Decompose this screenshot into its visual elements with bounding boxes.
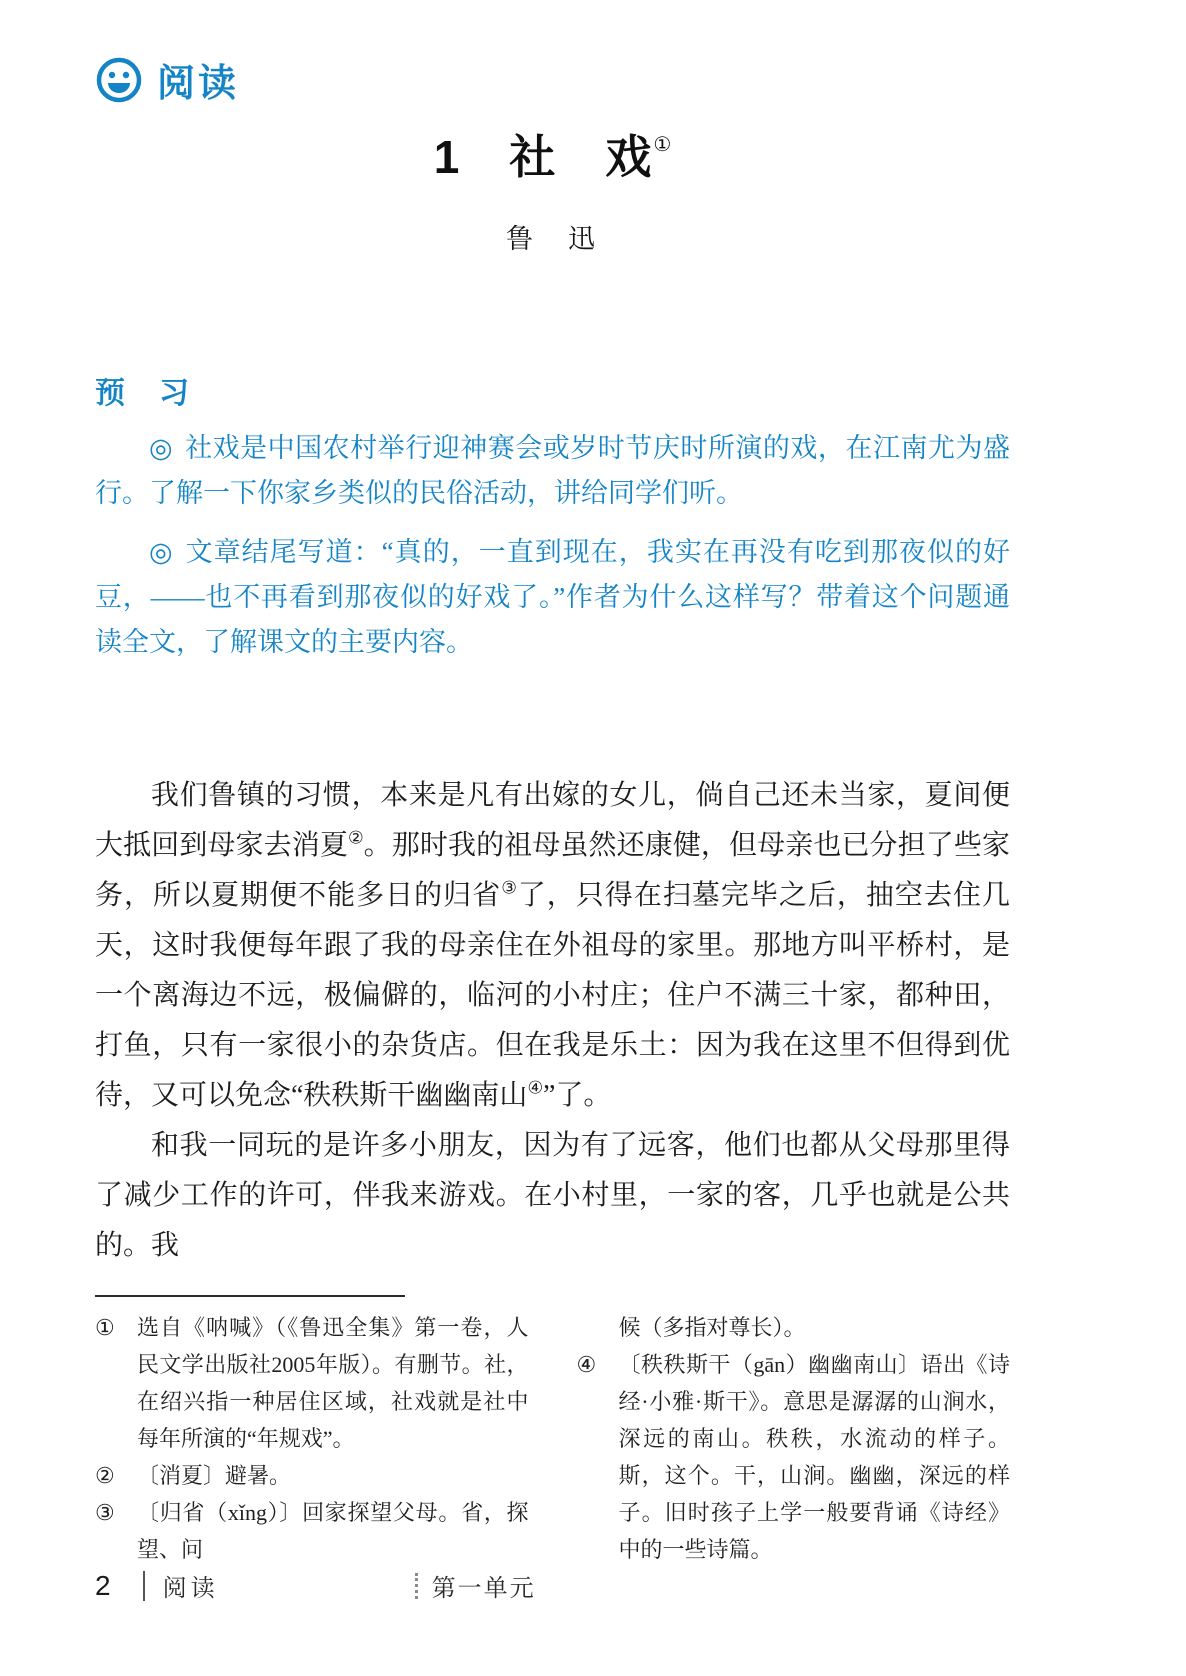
smiley-face-icon <box>95 56 143 104</box>
footnote-item-3-continued <box>577 1309 1011 1346</box>
author-name: 鲁 迅 <box>506 224 599 254</box>
preview-item-text: 文章结尾写道：“真的，一直到现在，我实在再没有吃到那夜似的好豆，——也不再看到那夜似的好戏了。”作者为什么这样写？带着这个问题通读全文，了解课文的主要内容。 <box>95 537 1010 657</box>
preview-item <box>95 426 1010 516</box>
circle-bullet-icon: ◎ <box>149 537 174 567</box>
footnote-marker <box>577 1309 619 1346</box>
circle-bullet-icon: ◎ <box>149 433 174 463</box>
footnote-column-left <box>95 1309 529 1568</box>
footnote-marker: ④ <box>576 1352 597 1377</box>
preview-item <box>95 530 1010 665</box>
lesson-body <box>95 771 1010 1271</box>
page-footer <box>95 1568 1010 1603</box>
footnote-item-4 <box>577 1346 1011 1568</box>
footnote-text: 〔消夏〕避暑。 <box>137 1463 292 1488</box>
footer-vertical-divider <box>143 1571 145 1601</box>
footnotes-section <box>95 1295 1010 1568</box>
footnote-columns <box>95 1309 1010 1568</box>
body-paragraph-1: 我们鲁镇的习惯，本来是凡有出嫁的女儿，倘自己还未当家，夏间便大抵回到母家去消夏②。那时我的祖母虽然还康健，但母亲也已分担了些家务，所以夏期便不能多日的归省③了，只得在扫墓完毕之后，抽空去住几天，这时我便每年跟了我的母亲住在外祖母的家里。那地方叫平桥村，是一个离海边不远，极偏僻的，临河的小村庄；住户不满三十家，都种田，打鱼，只有一家很小的杂货店。但在我是乐土：因为我在这里不但得到优待，又可以免念“秩秩斯干幽幽南山④”了。 <box>95 780 1010 1111</box>
footnote-text: 候（多指对尊长）。 <box>618 1315 806 1340</box>
footnote-text: 〔归省（xǐng）〕回家探望父母。省，探望、问 <box>137 1500 529 1562</box>
footer-section-label: 阅读 <box>162 1575 219 1602</box>
brand-label: 阅读 <box>157 63 240 105</box>
footer-unit-label: 第一单元 <box>431 1575 536 1602</box>
lesson-title-text: 1 社 戏 <box>433 131 654 183</box>
preview-item-text: 社戏是中国农村举行迎神赛会或岁时节庆时所演的戏，在江南尤为盛行。了解一下你家乡类似的民俗活动，讲给同学们听。 <box>95 433 1010 508</box>
footnote-text: 选自《呐喊》（《鲁迅全集》第一卷，人民文学出版社2005年版）。有删节。社，在绍兴指一种居住区域，社戏就是社中每年所演的“年规戏”。 <box>137 1315 529 1451</box>
footnote-marker: ① <box>95 1315 115 1340</box>
footnote-item-3 <box>95 1494 529 1568</box>
footnote-text: 〔秩秩斯干（gān）幽幽南山〕语出《诗经·小雅·斯干》。意思是潺潺的山涧水，深远的南山。秩秩，水流动的样子。斯，这个。干，山涧。幽幽，深远的样子。旧时孩子上学一般要背诵《诗经》中的一些诗篇。 <box>618 1352 1010 1562</box>
footnote-item-2 <box>95 1457 529 1494</box>
reading-brand <box>95 52 1010 107</box>
footer-dotted-divider <box>415 1573 418 1599</box>
footnote-item-1 <box>95 1309 529 1457</box>
title-footnote-ref: ① <box>653 134 672 156</box>
preview-section <box>95 330 1010 665</box>
page-number: 2 <box>95 1569 111 1601</box>
footnote-column-right <box>577 1309 1011 1568</box>
footnote-marker: ③ <box>95 1500 115 1525</box>
footnote-marker: ② <box>95 1463 115 1488</box>
body-paragraph-2: 和我一同玩的是许多小朋友，因为有了远客，他们也都从父母那里得了减少工作的许可，伴我来游戏。在小村里，一家的客，几乎也就是公共的。我 <box>95 1130 1010 1261</box>
footnote-divider-line <box>95 1295 405 1297</box>
preview-heading: 预 习 <box>95 377 191 410</box>
lesson-title <box>95 121 1010 187</box>
